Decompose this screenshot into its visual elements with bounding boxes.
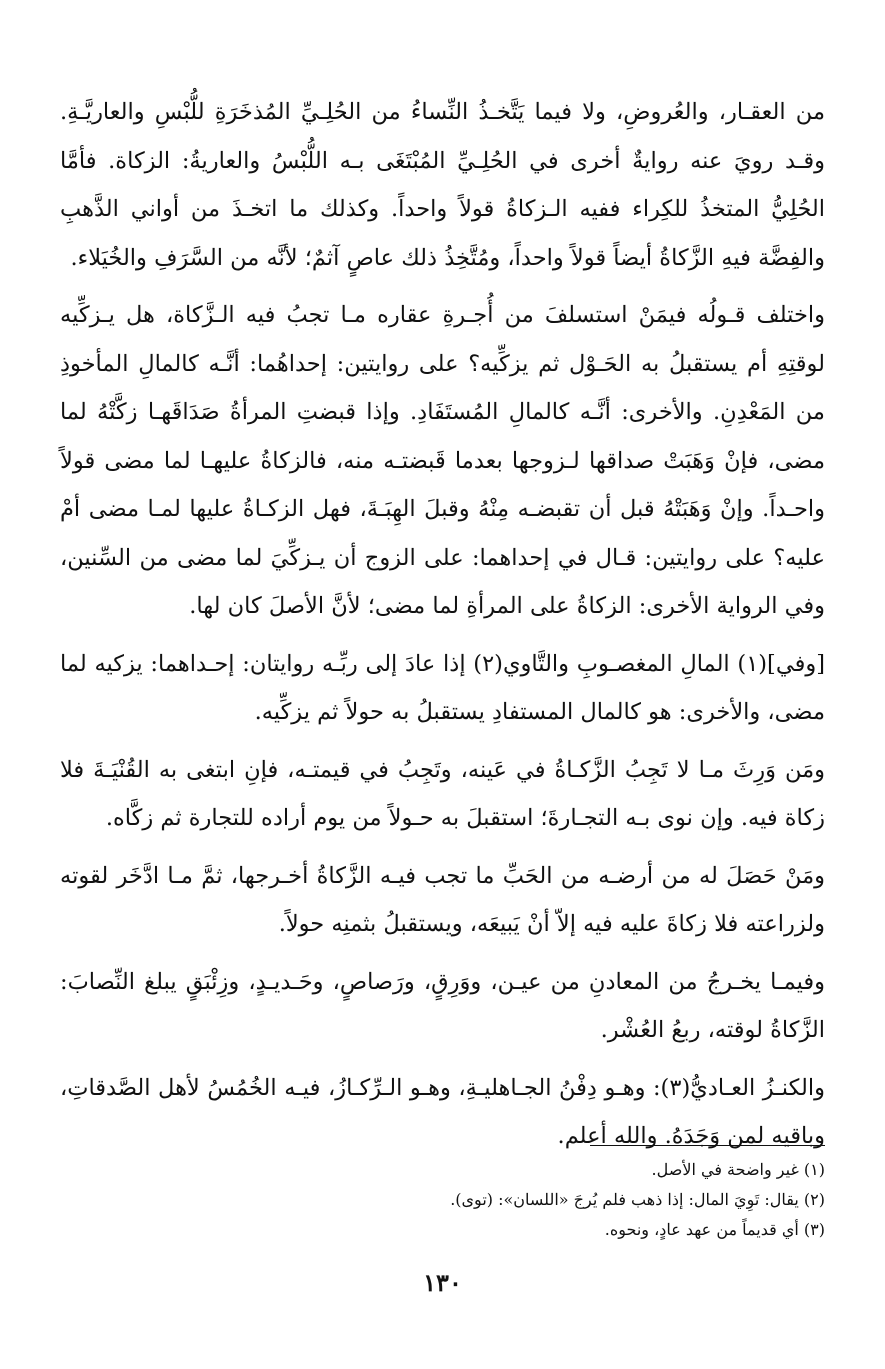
footnote: (١) غير واضحة في الأصل. bbox=[651, 1160, 825, 1179]
footnote: (٢) يقال: تَوِيَ المال: إذا ذهب فلم يُرجَ «اللسان»: (توى). bbox=[450, 1190, 825, 1209]
main-text bbox=[60, 88, 825, 1161]
page-number: ١٣٠ bbox=[423, 1268, 462, 1297]
paragraph: والكنـزُ العـاديُّ(٣): وهـو دِفْنُ الجـاهليـةِ، وهـو الـرِّكـازُ، فيـه الخُمُسُ لأهل الصَّدقاتِ، وباقيه لمن وَجَدَهُ. والله أعلم. bbox=[60, 1074, 825, 1149]
footnote-separator bbox=[590, 1145, 825, 1146]
footnotes bbox=[60, 1155, 825, 1245]
paragraph: ومَنْ حَصَلَ له من أرضـه من الحَبِّ ما تجب فيـه الزَّكاةُ أخـرجها، ثمَّ مـا ادَّخَر لقوته ولزراعته فلا زكاةَ عليه فيه إلاّ أنْ يَبيعَه، ويستقبلُ بثمنِه حولاً. bbox=[60, 862, 825, 937]
footnote: (٣) أي قديماً من عهد عادٍ، ونحوه. bbox=[604, 1220, 825, 1239]
paragraph: من العقـار، والعُروضِ، ولا فيما يَتَّخـذُ النِّساءُ من الحُلِـيِّ المُذخَرَةِ للُّبْسِ والعاريَّـةِ. وقـد رويَ عنه روايةٌ أخرى في الحُلِـيِّ المُبْتَغَى بـه اللُّبْسُ والعاريةُ: الزكاة. فأمَّا الحُلِيُّ المتخذُ للكِراء ففيه الـزكاةُ قولاً واحداً. وكذلك ما اتخـذَ من أواني الذَّهبِ والفِضَّة فيهِ الزَّكاةُ أيضاً قولاً واحداً، ومُتَّخِذُ ذلك عاصٍ آثمٌ؛ لأنَّه من السَّرَفِ والخُيَلاء. bbox=[60, 99, 825, 271]
paragraph: وفيمـا يخـرجُ من المعادنِ من عيـن، ووَرِقٍ، ورَصاصٍ، وحَـديـدٍ، وزِئْبَقٍ يبلغ النِّصابَ: الزَّكاةُ لوقته، ربعُ العُشْر. bbox=[60, 968, 825, 1043]
paragraph: ومَن وَرِثَ مـا لا تَجِبُ الزَّكـاةُ في عَينه، وتَجِبُ في قيمتـه، فإنِ ابتغى به القُنْيَـةَ فلا زكاة فيه. وإن نوى بـه التجـارةَ؛ استقبلَ به حـولاً من يوم أراده للتجارة ثم زكَّاه. bbox=[60, 756, 825, 831]
paragraph: واختلف قـولُه فيمَنْ استسلفَ من أُجـرةِ عقاره مـا تجبُ فيه الـزَّكاة، هل يـزكِّيه لوقتِهِ أم يستقبلُ به الحَـوْل ثم يزكِّيه؟ على روايتين: إحداهُما: أنَّـه كالمالِ المأخوذِ من المَعْدِنِ. والأخرى: أنَّـه كالمالِ المُستَفَادِ. وإذا قبضتِ المرأةُ صَدَاقَهـا زكَّتْهُ لما مضى، فإنْ وَهَبَتْ صداقها لـزوجها بعدما قَبضتـه منه، فالزكاةُ عليهـا لما مضى قولاً واحـداً. وإنْ وَهَبَتْهُ قبل أن تقبضـه مِنْهُ وقبلَ الهِبَـةَ، فهل الزكـاةُ عليها لمـا مضى أمْ عليه؟ على روايتين: قـال في إحداهما: على الزوج أن يـزكِّيَ لما مضى من السِّنين، وفي الرواية الأخرى: الزكاةُ على المرأةِ لما مضى؛ لأنَّ الأصلَ كان لها. bbox=[60, 302, 825, 619]
paragraph: [وفي](١) المالِ المغصـوبِ والتَّاوي(٢) إذا عادَ إلى ربِّـه روايتان: إحـداهما: يزكيه لما مضى، والأخرى: هو كالمال المستفادِ يستقبلُ به حولاً ثم يزكِّيه. bbox=[60, 650, 825, 725]
